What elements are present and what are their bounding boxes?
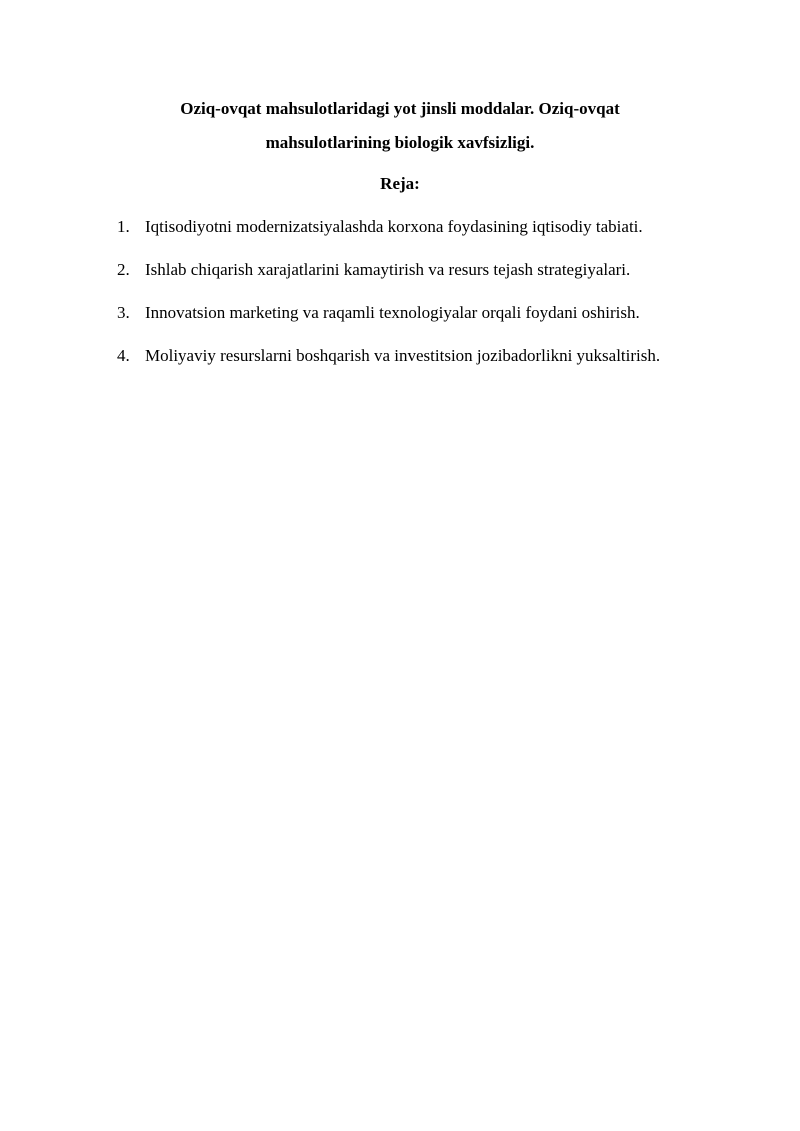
document-title	[130, 92, 670, 160]
plan-heading: Reja:	[380, 174, 420, 193]
plan-item-number: 3.	[117, 303, 130, 322]
plan-list	[117, 210, 703, 382]
plan-item-number: 4.	[117, 346, 130, 365]
document-title-line-1: Oziq-ovqat mahsulotlaridagi yot jinsli moddalar. Oziq-ovqat	[180, 99, 620, 118]
plan-item-3	[117, 296, 703, 330]
plan-item-2	[117, 253, 703, 287]
plan-item-text: Moliyaviy resurslarni boshqarish va investitsion jozibadorlikni yuksaltirish.	[145, 346, 661, 365]
plan-item-number: 2.	[117, 260, 130, 279]
plan-item-4	[117, 339, 703, 373]
plan-item-text: Innovatsion marketing va raqamli texnologiyalar orqali foydani oshirish.	[145, 303, 640, 322]
plan-item-text: Ishlab chiqarish xarajatlarini kamaytirish va resurs tejash strategiyalari.	[145, 260, 631, 279]
plan-item-text: Iqtisodiyotni modernizatsiyalashda korxona foydasining iqtisodiy tabiati.	[145, 217, 643, 236]
plan-item-number: 1.	[117, 217, 130, 236]
plan-item-1	[117, 210, 703, 244]
document-title-line-2: mahsulotlarining biologik xavfsizligi.	[265, 133, 535, 152]
